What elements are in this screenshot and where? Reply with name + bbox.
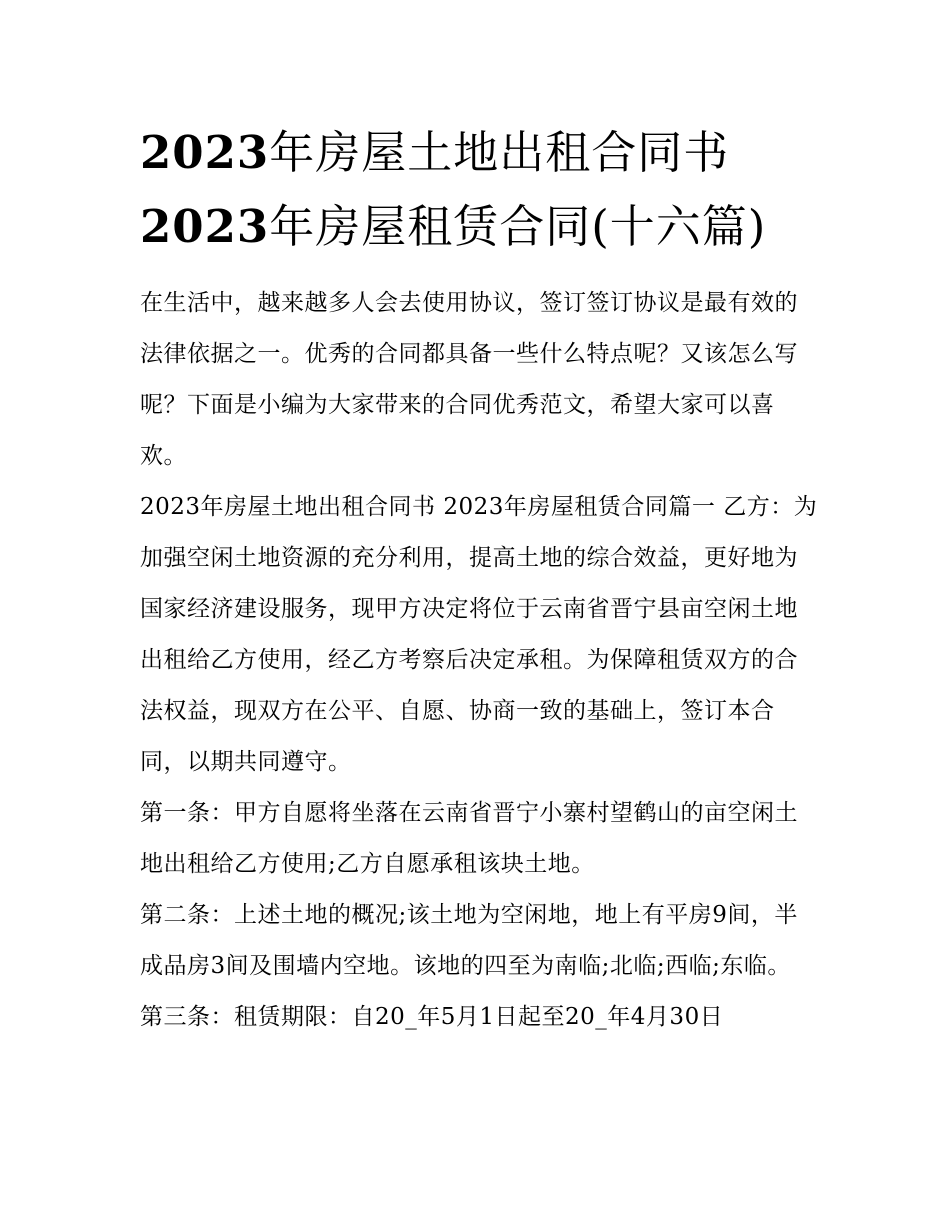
document-title [140,116,820,264]
document-body [140,278,820,1043]
title-line-2 [140,190,820,264]
title-line-2-year: 2023 [140,200,270,253]
title-line-1-text: 年房屋土地出租合同书 [269,126,730,179]
article-1-paragraph: 第一条：甲方自愿将坐落在云南省晋宁小寨村望鹤山的亩空闲土地出租给乙方使用;乙方自愿承租该块土地。 [140,800,798,877]
contract-preamble-paragraph: 2023年房屋土地出租合同书 2023年房屋租赁合同篇一 乙方：为加强空闲土地资源的充分利用，提高土地的综合效益，更好地为国家经济建设服务，现甲方决定将位于云南省晋宁县亩空闲土地出租给乙方使用，经乙方考察后决定承租。为保障租赁双方的合法权益，现双方在公平、自愿、协商一致的基础上，签订本合同，以期共同遵守。 [140,494,818,775]
article-3-paragraph: 第三条：租赁期限：自20_年5月1日起至20_年4月30日 [140,1004,724,1030]
title-line-1 [140,116,820,190]
title-line-1-year: 2023 [140,126,270,179]
title-line-2-text: 年房屋租赁合同(十六篇) [269,200,767,253]
article-2-paragraph: 第二条：上述土地的概况;该土地为空闲地，地上有平房9间，半成品房3间及围墙内空地。该地的四至为南临;北临;西临;东临。 [140,902,798,979]
intro-paragraph: 在生活中，越来越多人会去使用协议，签订签订协议是最有效的法律依据之一。优秀的合同都具备一些什么特点呢？又该怎么写呢？下面是小编为大家带来的合同优秀范文，希望大家可以喜欢。 [140,290,798,469]
